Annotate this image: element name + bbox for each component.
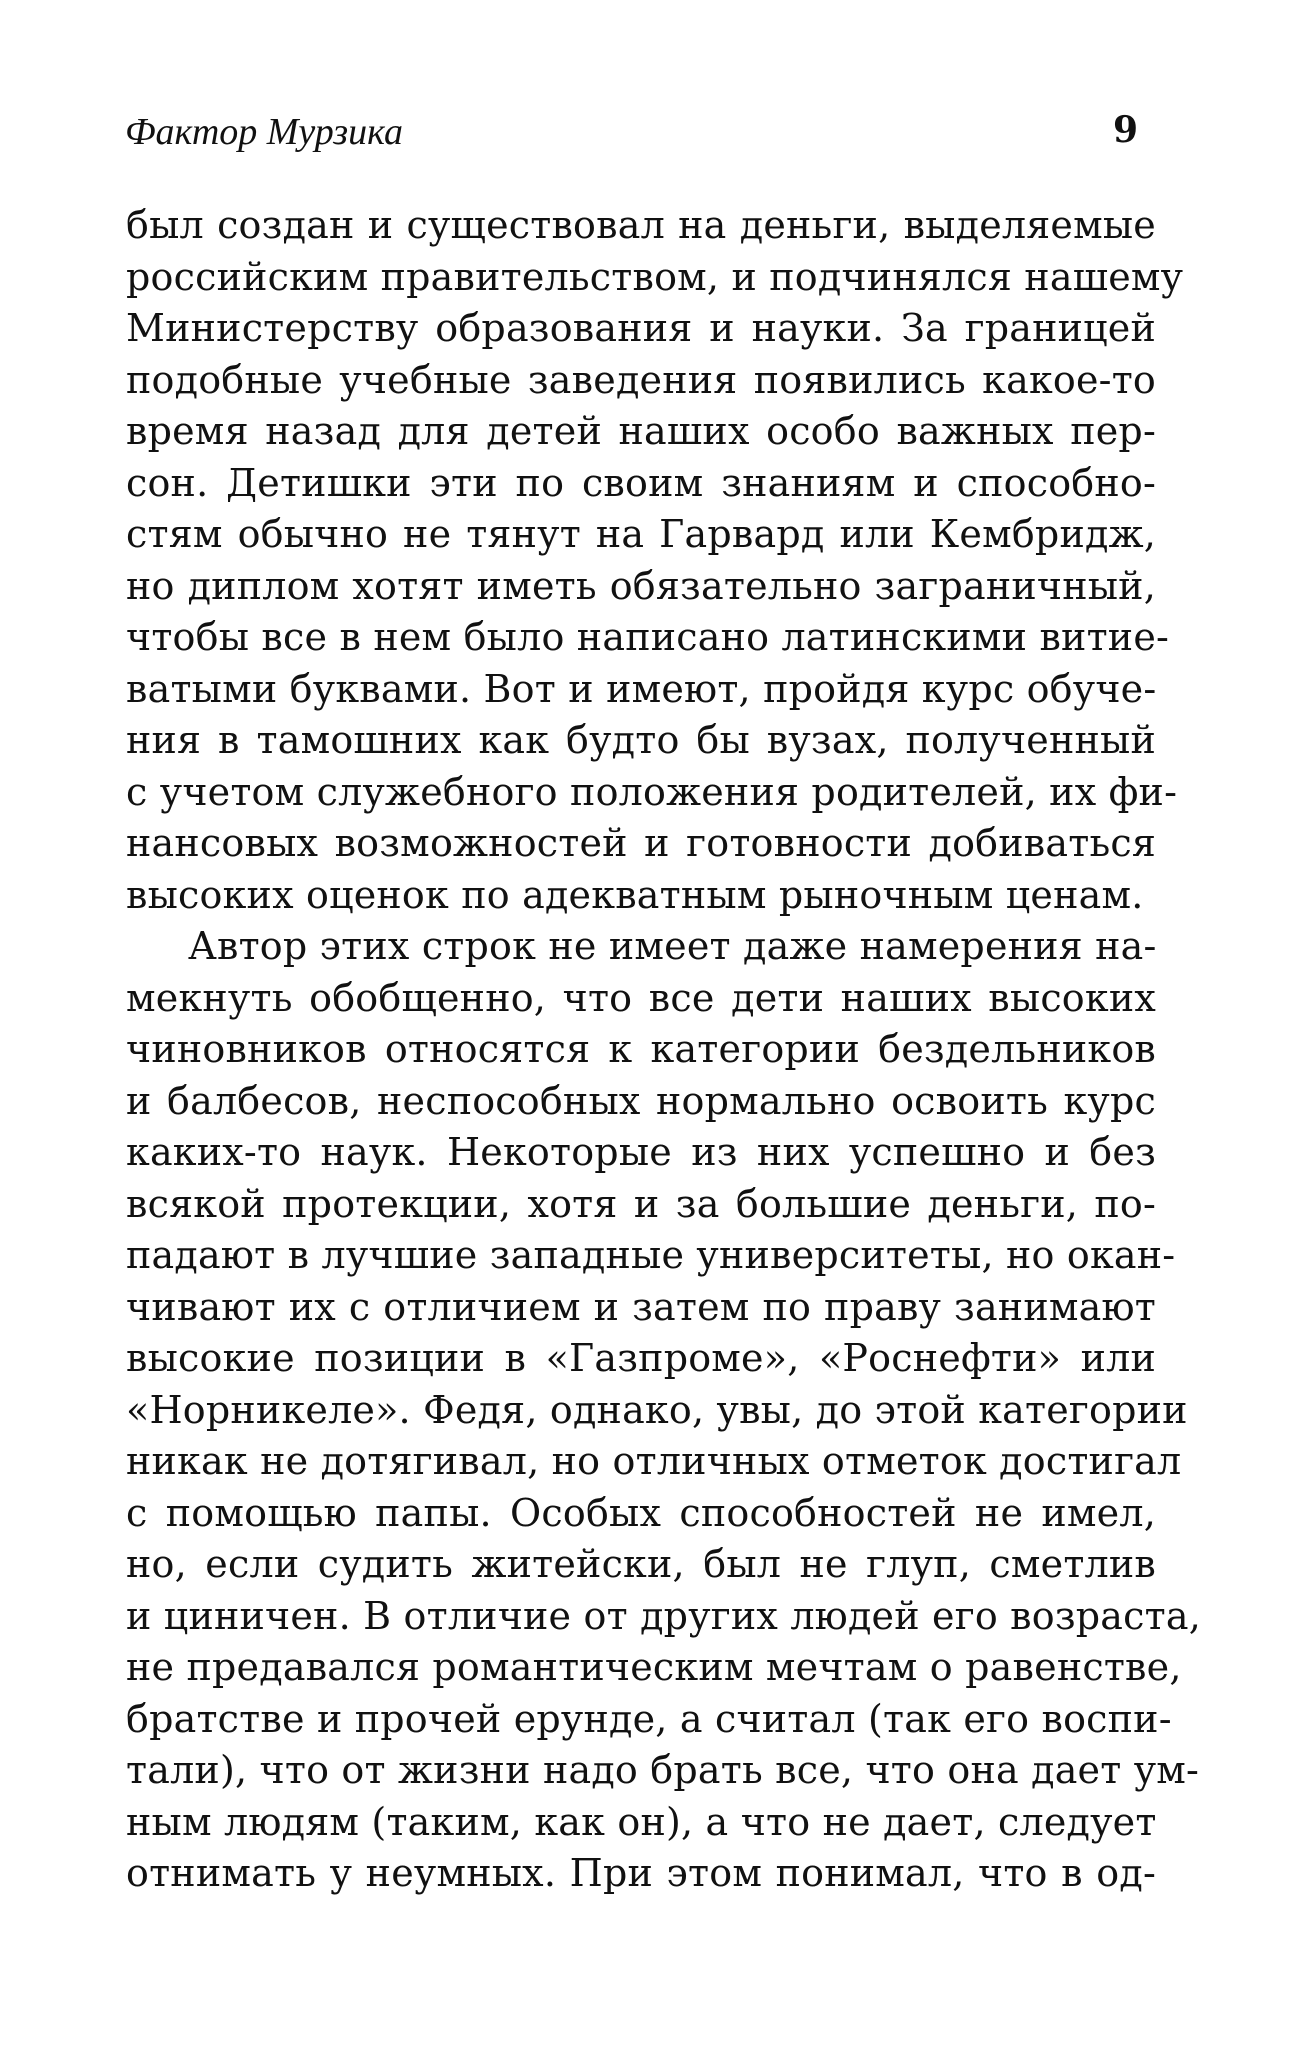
text-line: Автор этих строк не имеет даже намерения на- <box>188 924 1157 968</box>
text-line: с учетом служебного положения родителей, их фи- <box>126 769 1178 814</box>
text-line: братстве и прочей ерунде, а считал (так его воспи- <box>126 1696 1172 1741</box>
text-line: Министерству образования и науки. За границей <box>126 306 1156 350</box>
text-line: падают в лучшие западные университеты, но окан- <box>126 1233 1176 1277</box>
text-line: чтобы все в нем было написано латинскими витие- <box>126 615 1170 659</box>
running-title: Фактор Мурзика <box>125 111 403 153</box>
text-line: мекнуть обобщенно, что все дети наших высоких <box>126 975 1156 1020</box>
paragraph-1 <box>126 200 1184 921</box>
text-line: но диплом хотят иметь обязательно заграничный, <box>126 563 1156 608</box>
text-line: ным людям (таким, как он), а что не дает, следует <box>126 1799 1157 1844</box>
text-line: «Норникеле». Федя, однако, увы, до этой категории <box>126 1387 1188 1432</box>
text-line: высокие позиции в «Газпроме», «Роснефти» или <box>126 1336 1156 1380</box>
text-line: сон. Детишки эти по своим знаниям и способно- <box>126 460 1156 505</box>
text-line: отнимать у неумных. При этом понимал, что в од- <box>126 1851 1156 1895</box>
text-line: ния в тамошних как будто бы вузах, полученный <box>126 718 1156 762</box>
text-line: не предавался романтическим мечтам о равенстве, <box>126 1645 1182 1689</box>
text-line: всякой протекции, хотя и за большие деньги, по- <box>126 1181 1156 1226</box>
text-line: российским правительством, и подчинялся нашему <box>126 254 1184 299</box>
text-line: каких-то наук. Некоторые из них успешно и без <box>126 1130 1156 1174</box>
text-line: и балбесов, неспособных нормально освоить курс <box>126 1078 1156 1123</box>
text-line: никак не дотягивал, но отличных отметок достигал <box>126 1439 1182 1483</box>
body-text <box>126 200 1202 1900</box>
text-line: был создан и существовал на деньги, выделяемые <box>126 203 1156 247</box>
text-line: высоких оценок по адекватным рыночным ценам. <box>126 872 1144 917</box>
text-line: и циничен. В отличие от других людей его возраста, <box>126 1593 1202 1638</box>
text-line: стям обычно не тянут на Гарвард или Кембридж, <box>126 512 1156 556</box>
paragraph-2 <box>126 921 1202 1900</box>
text-line: ватыми буквами. Вот и имеют, пройдя курс обуче- <box>126 666 1157 711</box>
text-line: подобные учебные заведения появились какое-то <box>126 357 1156 402</box>
text-line: чивают их с отличием и затем по праву занимают <box>126 1284 1156 1329</box>
text-line: время назад для детей наших особо важных пер- <box>126 409 1156 453</box>
text-line: но, если судить житейски, был не глуп, сметлив <box>126 1542 1156 1586</box>
page-number: 9 <box>1113 109 1139 151</box>
text-line: нансовых возможностей и готовности добиваться <box>126 821 1156 865</box>
text-line: тали), что от жизни надо брать все, что она дает ум- <box>126 1748 1200 1792</box>
text-line: чиновников относятся к категории бездельников <box>126 1027 1156 1071</box>
text-line: с помощью папы. Особых способностей не имел, <box>126 1490 1156 1535</box>
